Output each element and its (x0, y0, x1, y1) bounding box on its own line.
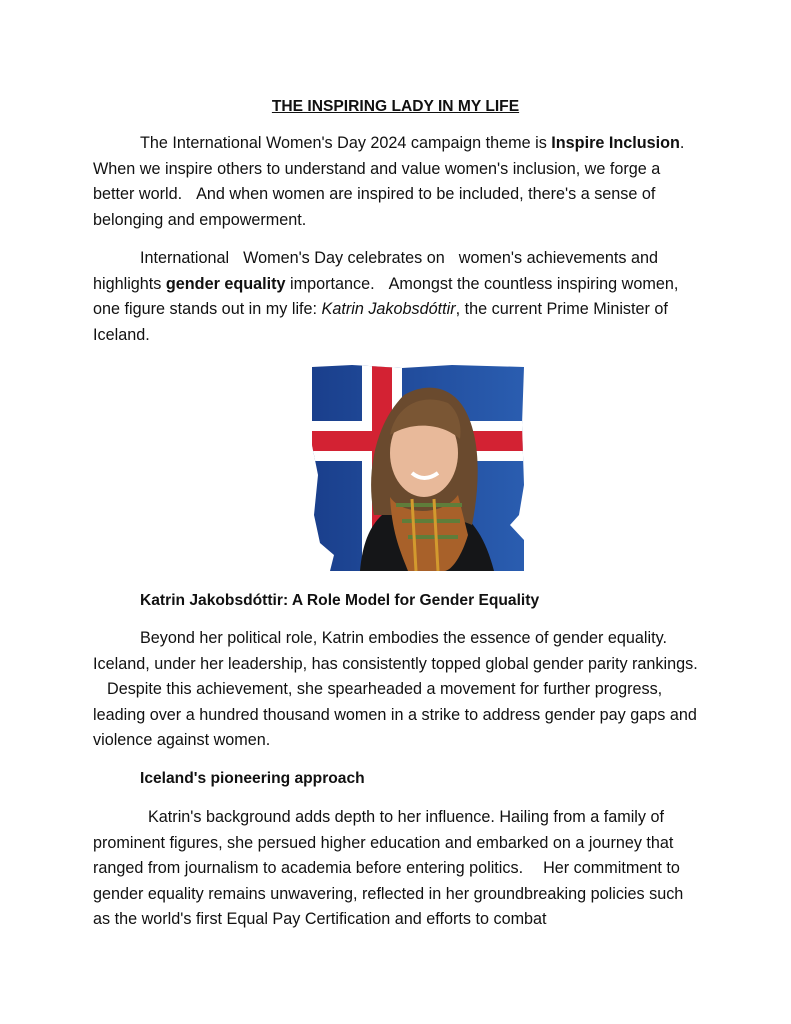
iceland-flag-portrait-image (312, 365, 524, 571)
text-run: The International Women's Day 2024 campaign theme is (140, 134, 552, 152)
section-heading-iceland: Iceland's pioneering approach (140, 770, 365, 787)
portrait-photo (312, 365, 524, 571)
bold-text: gender equality (165, 274, 286, 293)
paragraph-role (93, 626, 703, 754)
paragraph-intro (93, 131, 703, 233)
paragraph-background (93, 805, 703, 933)
text-run: Amongst the countless inspiring women, one figure stands out in my life: (93, 274, 679, 318)
italic-text: Katrin Jakobsdóttir (321, 300, 456, 318)
page-title: THE INSPIRING LADY IN MY LIFE (271, 98, 520, 115)
text-run: women's achievements and highlights (93, 249, 658, 293)
text-run: Katrin's background adds depth to her influence. Hailing from a family of prominent figures, she persued higher education and embarked on a journey that ranged from journalism to academia before entering politics. (93, 808, 674, 877)
text-run: importance. (285, 274, 375, 293)
text-run: Beyond her political role, Katrin embodies the essence of gender equality. Iceland, under her leadership, has consistently topped global gender parity rankings. (93, 629, 698, 673)
text-run: And when women are inspired to be included, there's a sense of belonging and empowerment. (93, 185, 656, 229)
text-run: . When we inspire others to understand and value women's inclusion, we forge a better world. (93, 134, 685, 203)
text-run: International (140, 249, 230, 267)
text-run: Women's Day celebrates on (243, 249, 445, 267)
text-run: Her commitment to gender equality remains unwavering, reflected in her groundbreaking policies such as the world's first Equal Pay Certification and efforts to combat (93, 859, 684, 928)
text-run: , the current Prime Minister of Iceland. (93, 300, 668, 344)
text-run: Despite this achievement, she spearheaded a movement for further progress, leading over a hundred thousand women in a strike to address gender pay gaps and violence against women. (93, 680, 697, 749)
bold-text: Inspire Inclusion (551, 134, 680, 152)
paragraph-celebration (93, 246, 703, 348)
section-heading-role-model: Katrin Jakobsdóttir: A Role Model for Gender Equality (140, 592, 540, 609)
